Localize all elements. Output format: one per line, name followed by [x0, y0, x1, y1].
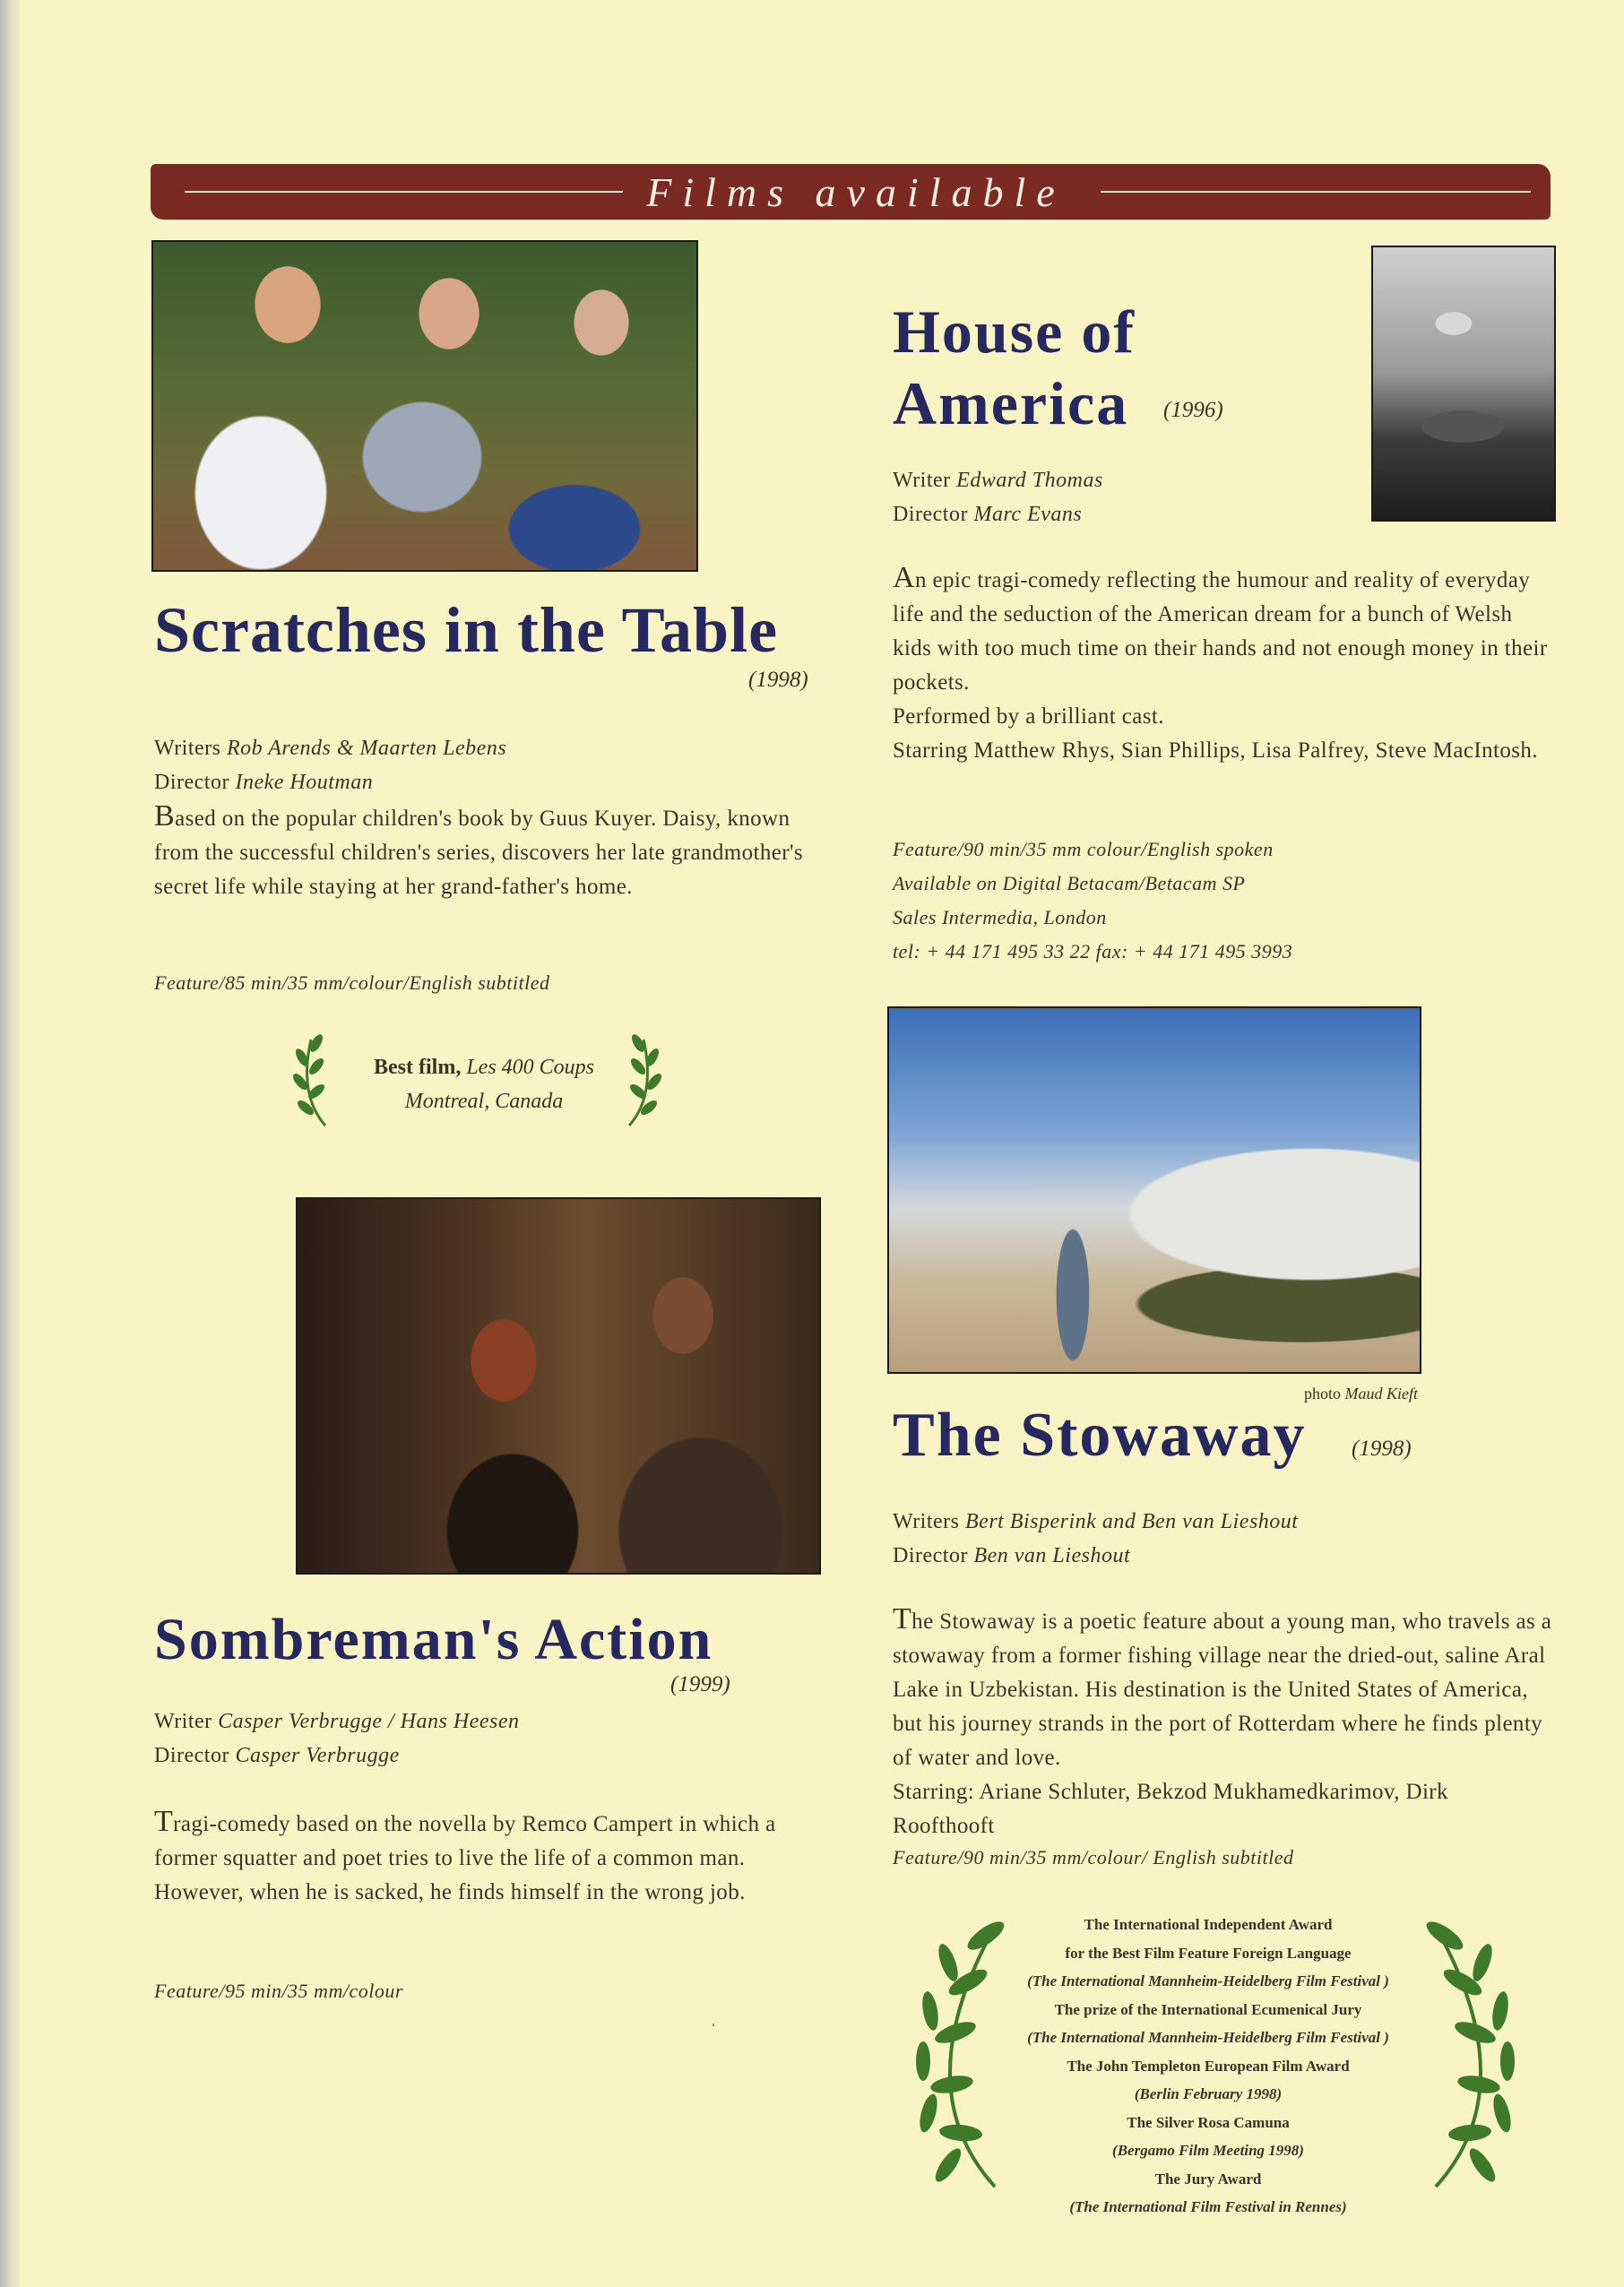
sombreman-photo	[296, 1197, 821, 1575]
spec-line: Sales Intermedia, London	[893, 906, 1107, 928]
award-line: The Jury Award	[1154, 2170, 1262, 2188]
award-line: The Silver Rosa Camuna	[1127, 2113, 1290, 2131]
scratches-credits	[154, 731, 506, 799]
section-banner	[151, 164, 1551, 220]
house-title-line1: House of	[893, 298, 1136, 366]
director-name: Ben van Lieshout	[973, 1544, 1131, 1567]
banner-title: Films available	[623, 169, 1077, 215]
writer-name: Casper Verbrugge / Hans Heesen	[218, 1710, 520, 1733]
writers-names: Bert Bisperink and Ben van Lieshout	[965, 1510, 1299, 1533]
writers-label: Writers	[154, 737, 221, 760]
stowaway-specs: Feature/90 min/35 mm/colour/ English subtitled	[893, 1846, 1294, 1868]
award-line: for the Best Film Feature Foreign Language	[1065, 1944, 1352, 1962]
stowaway-title: The Stowaway	[893, 1401, 1307, 1470]
synopsis-cast-note: Performed by a brilliant cast.	[893, 704, 1164, 729]
dropcap: A	[893, 561, 915, 594]
writers-names: Rob Arends & Maarten Lebens	[227, 737, 507, 760]
synopsis-text: he Stowaway is a poetic feature about a young man, who travels as a stowaway from a former fishing village near the dried-out, saline Aral Lake in Uzbekistan. His destination is the United States of America, but his journey strands in the port of Rotterdam where he finds plenty of water and love.	[893, 1610, 1552, 1770]
sombreman-year: (1999)	[670, 1672, 730, 1696]
stowaway-year: (1998)	[1352, 1437, 1412, 1461]
award-festival: (The International Film Festival in Rennes)	[1069, 2198, 1347, 2215]
stowaway-photo-credit	[1304, 1385, 1418, 1403]
award-festival: (Bergamo Film Meeting 1998)	[1112, 2142, 1304, 2159]
synopsis-text: n epic tragi-comedy reflecting the humour and reality of everyday life and the seduction of the American dream for a bunch of Welsh kids with too much time on their hands and not enough money in their pockets.	[893, 568, 1548, 695]
sombreman-credits	[154, 1704, 519, 1773]
house-year: (1996)	[1163, 398, 1223, 422]
spec-line: Available on Digital Betacam/Betacam SP	[893, 872, 1246, 894]
synopsis-text: ased on the popular children's book by Guus Kuyer. Daisy, known from the successful children's series, discovers her late grandmother's secret life while staying at her grand-father's home.	[154, 807, 803, 899]
house-synopsis	[893, 561, 1556, 768]
house-title-line2: America	[893, 369, 1129, 437]
award-location: Montreal, Canada	[404, 1090, 564, 1113]
scratches-photo	[151, 240, 698, 572]
stowaway-photo	[887, 1006, 1421, 1374]
dropcap: B	[154, 799, 176, 833]
sombreman-title: Sombreman's Action	[154, 1607, 713, 1672]
sombreman-synopsis	[154, 1805, 817, 1910]
award-festival: (The International Mannheim-Heidelberg Film Festival )	[1027, 2029, 1389, 2046]
house-photo	[1371, 246, 1556, 522]
stowaway-awards	[993, 1911, 1423, 2222]
house-title	[893, 296, 1136, 439]
sombreman-specs: Feature/95 min/35 mm/colour	[154, 1980, 403, 2002]
print-speck	[713, 2024, 714, 2026]
director-label: Director	[154, 1744, 229, 1767]
writer-label: Writer	[154, 1710, 212, 1733]
synopsis-starring: Starring: Ariane Schluter, Bekzod Mukhamedkarimov, Dirk Roofthooft	[893, 1780, 1448, 1838]
award-festival: (Berlin February 1998)	[1134, 2085, 1283, 2102]
dropcap: T	[893, 1602, 912, 1635]
scratches-year: (1998)	[748, 668, 808, 692]
stowaway-credits	[893, 1505, 1298, 1573]
stowaway-synopsis	[893, 1602, 1556, 1843]
spec-line: Feature/90 min/35 mm colour/English spoken	[893, 838, 1274, 860]
house-specs	[893, 833, 1292, 969]
scratches-title: Scratches in the Table	[154, 594, 779, 666]
award-line: The John Templeton European Film Award	[1067, 2057, 1350, 2075]
writers-label: Writers	[893, 1510, 960, 1533]
award-festival: Les 400 Coups	[466, 1056, 594, 1079]
director-label: Director	[893, 503, 968, 526]
page-binding-edge	[0, 0, 20, 2287]
scratches-synopsis	[154, 799, 817, 904]
spec-line: tel: + 44 171 495 33 22 fax: + 44 171 495 3993	[893, 940, 1293, 962]
award-line: The International Independent Award	[1084, 1916, 1333, 1933]
photo-credit-name: Maud Kieft	[1344, 1385, 1418, 1402]
synopsis-starring: Starring Matthew Rhys, Sian Phillips, Lisa Palfrey, Steve MacIntosh.	[893, 738, 1538, 763]
scratches-specs: Feature/85 min/35 mm/colour/English subtitled	[154, 971, 550, 994]
photo-credit-label: photo	[1303, 1385, 1341, 1402]
laurel-wreath-right-icon	[1418, 1918, 1534, 2196]
synopsis-text: ragi-comedy based on the novella by Remco Campert in which a former squatter and poet tries to live the life of a common man. However, when he is sacked, he finds himself in the wrong job.	[154, 1812, 776, 1904]
house-credits	[893, 463, 1103, 531]
award-festival: (The International Mannheim-Heidelberg Film Festival )	[1027, 1972, 1389, 1989]
director-name: Ineke Houtman	[235, 771, 374, 794]
director-name: Marc Evans	[973, 503, 1083, 526]
award-name: Best film,	[374, 1056, 462, 1079]
writer-name: Edward Thomas	[956, 469, 1103, 492]
dropcap: T	[154, 1805, 174, 1838]
director-name: Casper Verbrugge	[235, 1744, 400, 1767]
award-line: The prize of the International Ecumenical Jury	[1054, 2000, 1362, 2018]
director-label: Director	[893, 1544, 968, 1567]
scratches-award	[323, 1050, 645, 1118]
director-label: Director	[154, 771, 229, 794]
writer-label: Writer	[893, 469, 951, 492]
